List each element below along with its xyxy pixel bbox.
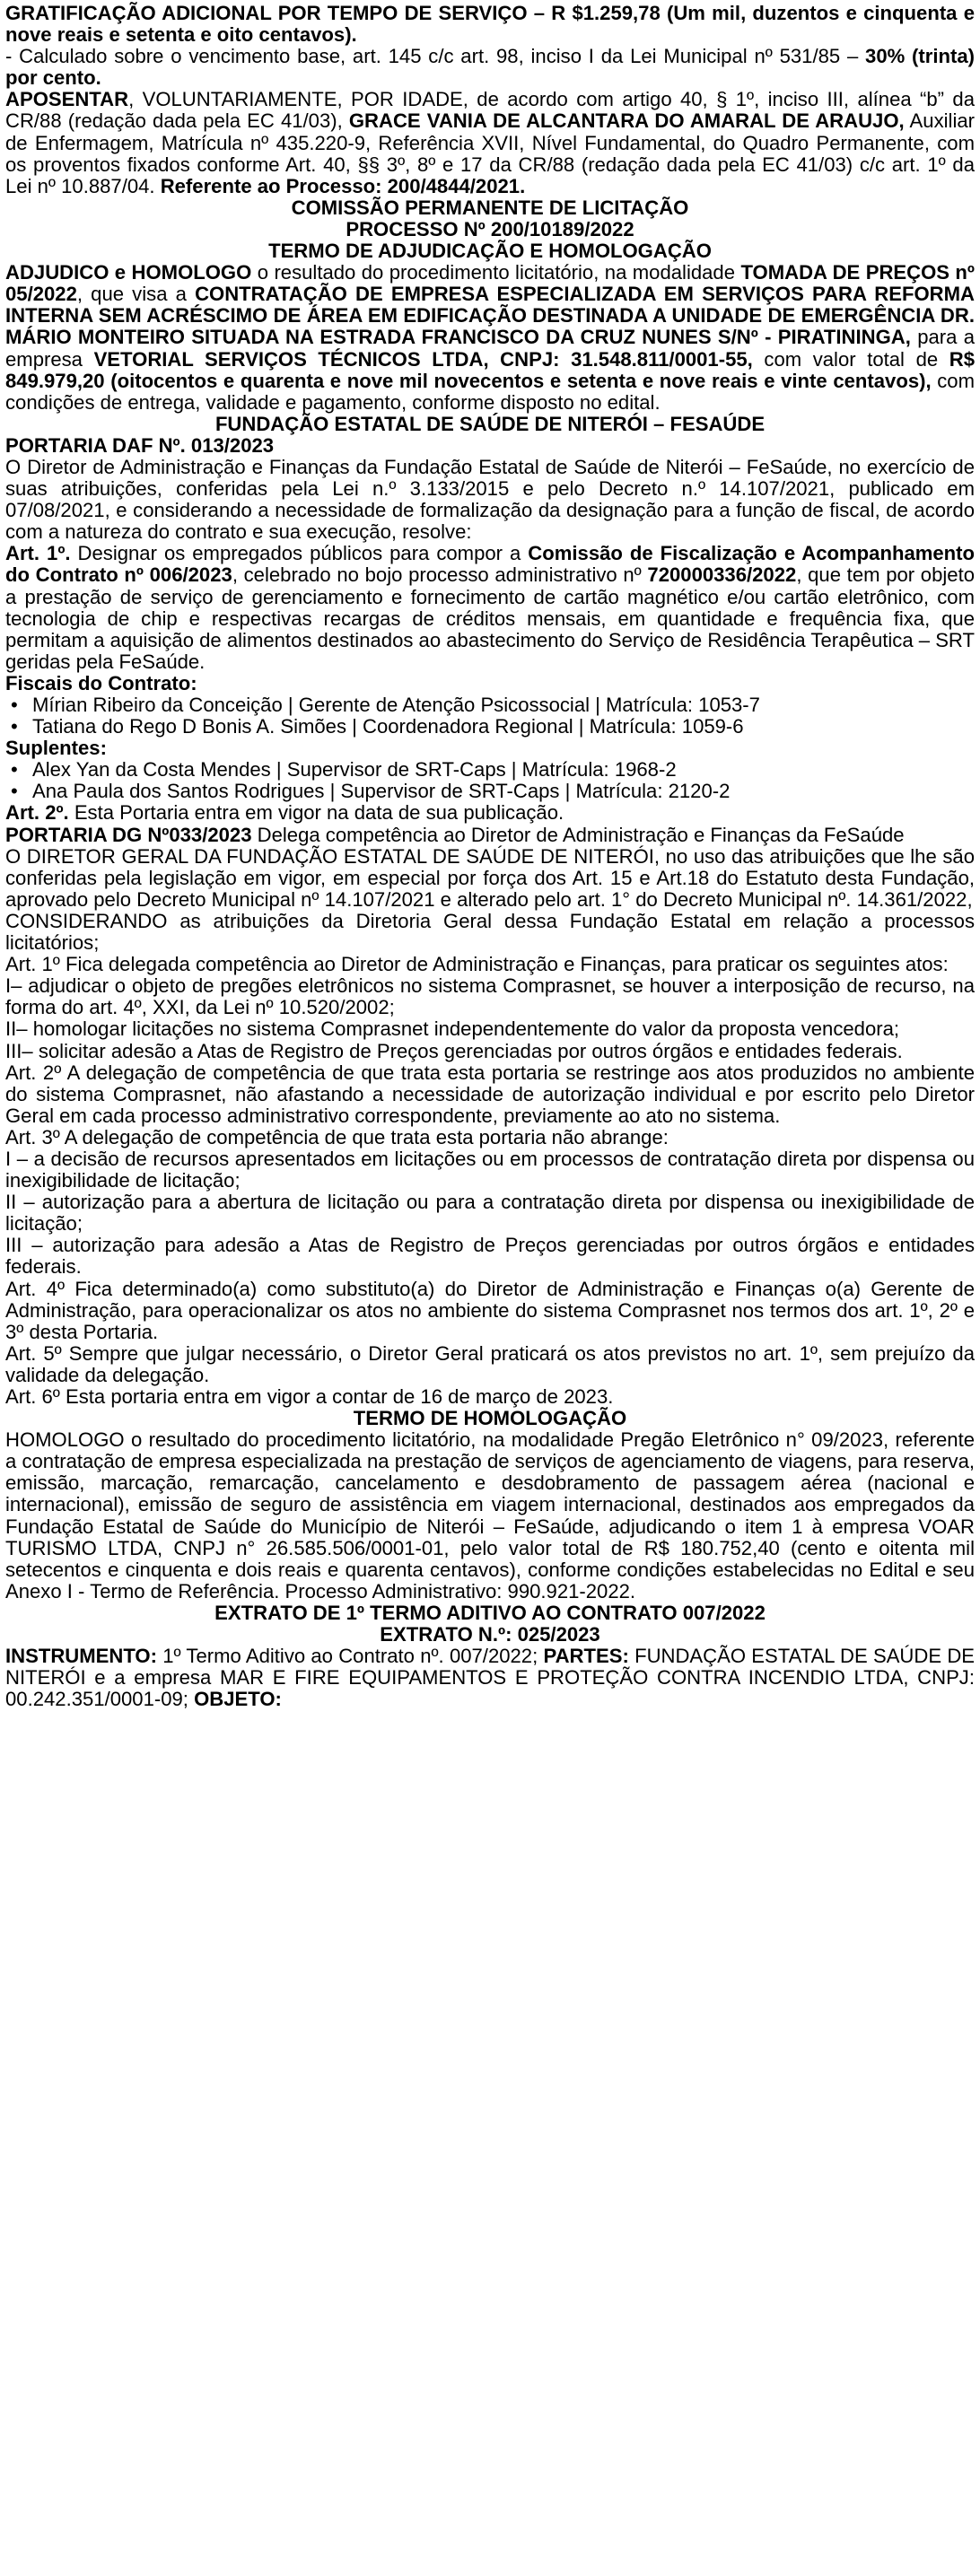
paragraph (5, 1235, 975, 1278)
paragraph (5, 738, 975, 759)
section-heading (5, 219, 975, 240)
text-run: - Calculado sobre o vencimento base, art. 145 c/c art. 98, inciso I da Lei Municipal nº 531/85 – (5, 45, 866, 68)
text-run: Art. 6º Esta portaria entra em vigor a contar de 16 de março de 2023. (5, 1385, 614, 1408)
text-run: Art. 4º Fica determinado(a) como substituto(a) do Diretor de Administração e Finanças o(a) Gerente de Administração, para operacionalizar os atos no ambiente do sistema Comprasnet nos termos dos art. 1º, 2º e 3º desta Portaria. (5, 1277, 975, 1343)
text-run: , que tem por objeto a prestação de serviço de gerenciamento e fornecimento de cartão magnético e/ou cartão eletrônico, com tecnologia de chip e respectivas recargas de créditos mensais, em quantidade e frequência fixa, que permitam a aquisição de alimentos destinados ao abastecimento do Serviço de Residência Terapêutica – SRT geridas pela FeSaúde. (5, 563, 976, 673)
bold-text: CONTRATAÇÃO DE EMPRESA ESPECIALIZADA EM SERVIÇOS PARA REFORMA INTERNA SEM ACRÉSCIMO DE ÁREA EM EDIFICAÇÃO DESTINADA A UNIDADE DE EMERGÊNCIA DR. MÁRIO MONTEIRO SITUADA NA ESTRADA FRANCISCO DA CRUZ NUNES S/Nº - PIRATININGA, (5, 283, 975, 349)
list-item: • Ana Paula dos Santos Rodrigues | Supervisor de SRT-Caps | Matrícula: 2120-2 (5, 781, 975, 802)
text-run: TERMO DE ADJUDICAÇÃO E HOMOLOGAÇÃO (268, 240, 712, 263)
text-run: II– homologar licitações no sistema Comprasnet independentemente do valor da proposta vencedora; (5, 1017, 900, 1041)
paragraph (5, 1041, 975, 1062)
text-run: Art. 5º Sempre que julgar necessário, o Diretor Geral praticará os atos previstos no art. 1º, sem prejuízo da validade da delegação. (5, 1341, 975, 1386)
bold-text: 720000336/2022 (647, 563, 797, 587)
text-run: FUNDAÇÃO ESTATAL DE SAÚDE DE NITERÓI – FESAÚDE (214, 412, 766, 435)
paragraph (5, 954, 975, 975)
text-run: I– adjudicar o objeto de pregões eletrônicos no sistema Comprasnet, se houver a interposição de recurso, na forma do art. 4º, XXI, da Lei nº 10.520/2002; (5, 974, 975, 1019)
text-run: , celebrado no bojo processo administrativo nº (232, 563, 648, 587)
paragraph (5, 911, 975, 954)
paragraph (5, 1062, 975, 1127)
bold-text: 30% (trinta) por cento. (5, 45, 975, 90)
text-run: o resultado do procedimento licitatório, na modalidade (251, 261, 741, 284)
paragraph (5, 46, 975, 89)
text-run: III – autorização para adesão a Atas de Registro de Preços gerenciadas por outros órgãos e entidades federais. (5, 1234, 975, 1279)
paragraph (5, 3, 975, 46)
paragraph (5, 89, 975, 196)
text-run: III– solicitar adesão a Atas de Registro de Preços gerenciadas por outros órgãos e entidades federais. (5, 1039, 903, 1062)
text-run: , que visa a (76, 283, 196, 306)
section-heading (5, 1624, 975, 1646)
text-run: HOMOLOGO o resultado do procedimento licitatório, na modalidade Pregão Eletrônico n° 09/2023, referente a contratação de empresa especializada na prestação de serviços de agenciamento de viagens, para reserva, emissão, marcação, remarcação, cancelamento e desdobramento de passagem aérea (nacional e internacional), emissão de seguro de assistência em viagem internacional, destinados aos empregados da Fundação Estatal de Saúde do Município de Niterói – FeSaúde, adjudicando o item 1 à empresa VOAR TURISMO LTDA, CNPJ n° 26.585.506/0001-01, pelo valor total de R$ 180.752,40 (cento e oitenta mil setecentos e cinquenta e dois reais e quarenta centavos), conforme condições estabelecidas no Edital e seu Anexo I - Termo de Referência. Processo Administrativo: 990.921-2022. (5, 1428, 975, 1602)
paragraph (5, 457, 975, 543)
list-item: • Mírian Ribeiro da Conceição | Gerente de Atenção Psicossocial | Matrícula: 1053-7 (5, 694, 975, 716)
paragraph (5, 975, 975, 1018)
paragraph (5, 1279, 975, 1343)
paragraph (5, 825, 975, 846)
bullet-list (5, 694, 975, 738)
text-run: , VOLUNTARIAMENTE, POR IDADE, de acordo com artigo 40, § 1º, inciso III, alínea “b” da CR/88 (redação dada pela EC 41/03), (5, 88, 975, 133)
bold-text: PARTES: (543, 1645, 629, 1668)
text-run: COMISSÃO PERMANENTE DE LICITAÇÃO (291, 196, 689, 219)
bold-text: Art. 1º. (5, 542, 71, 565)
bold-text: R$ 849.979,20 (oitocentos e quarenta e nove mil novecentos e setenta e nove reais e vinte centavos), (5, 347, 975, 392)
paragraph (5, 262, 975, 414)
paragraph (5, 846, 975, 911)
paragraph (5, 1429, 975, 1602)
paragraph (5, 543, 975, 673)
text-run: com valor total de (752, 347, 949, 371)
bold-text: PORTARIA DG Nº033/2023 (5, 823, 252, 846)
text-run: O Diretor de Administração e Finanças da Fundação Estatal de Saúde de Niterói – FeSaúde, no exercício de suas atribuições, conferidas pela Lei n.º 3.133/2015 e pelo Decreto n.º 14.107/2021, publicado em 07/08/2021, e considerando a necessidade de formalização da designação para a função de fiscal, de acordo com a natureza do contrato e sua execução, resolve: (5, 455, 975, 544)
paragraph (5, 1386, 975, 1408)
text-run: FUNDAÇÃO ESTATAL DE SAÚDE DE NITERÓI e a empresa MAR E FIRE EQUIPAMENTOS E PROTEÇÃO CONTRA INCENDIO LTDA, CNPJ: 00.242.351/0001-09; (5, 1645, 976, 1711)
text-run: TERMO DE HOMOLOGAÇÃO (353, 1407, 627, 1430)
paragraph (5, 1127, 975, 1148)
text-run: EXTRATO N.º: 025/2023 (380, 1623, 600, 1646)
section-heading (5, 1602, 975, 1624)
text-run: 1º Termo Aditivo ao Contrato nº. 007/2022; (156, 1645, 544, 1668)
bold-text: TOMADA DE PREÇOS nº 05/2022 (5, 261, 975, 306)
paragraph (5, 1192, 975, 1235)
list-item: • Tatiana do Rego D Bonis A. Simões | Coordenadora Regional | Matrícula: 1059-6 (5, 716, 975, 738)
section-heading (5, 197, 975, 219)
bullet-list (5, 759, 975, 802)
text-run: Art. 2º A delegação de competência de que trata esta portaria se restringe aos atos produzidos no ambiente do sistema Comprasnet, não afastando a necessidade de autorização individual e por escrito pelo Diretor Geral em cada processo administrativo correspondente, previamente ao ato no sistema. (5, 1061, 975, 1127)
text-run: II – autorização para a abertura de licitação ou para a contratação direta por dispensa ou inexigibilidade de licitação; (5, 1191, 975, 1236)
bold-text: VETORIAL SERVIÇOS TÉCNICOS LTDA, CNPJ: 31.548.811/0001-55, (93, 347, 753, 371)
text-run: EXTRATO DE 1º TERMO ADITIVO AO CONTRATO 007/2022 (214, 1601, 766, 1624)
bold-text: Referente ao Processo: 200/4844/2021. (160, 174, 526, 197)
text-run: Esta Portaria entra em vigor na data de sua publicação. (68, 801, 564, 825)
bold-text: ADJUDICO e HOMOLOGO (5, 261, 252, 284)
text-run: com condições de entrega, validade e pagamento, conforme disposto no edital. (5, 369, 975, 414)
bold-text: Art. 2º. (5, 801, 69, 825)
bold-text: Comissão de Fiscalização e Acompanhamento do Contrato nº 006/2023 (5, 542, 976, 587)
text-run: PROCESSO Nº 200/10189/2022 (346, 217, 634, 240)
text-run: Art. 1º Fica delegada competência ao Diretor de Administração e Finanças, para praticar os seguintes atos: (5, 953, 949, 976)
text-run: I – a decisão de recursos apresentados em licitações ou em processos de contratação direta por dispensa ou inexigibilidade de licitação; (5, 1147, 975, 1192)
bold-text: GRATIFICAÇÃO ADICIONAL POR TEMPO DE SERVIÇO – R $1.259,78 (Um mil, duzentos e cinquenta e nove reais e setenta e oito centavos). (5, 2, 975, 47)
paragraph (5, 1646, 975, 1710)
bold-text: INSTRUMENTO: (5, 1645, 157, 1668)
bold-text: OBJETO: (194, 1688, 282, 1711)
bold-text: PORTARIA DAF Nº. 013/2023 (5, 433, 275, 457)
section-heading (5, 240, 975, 262)
text-run: para a empresa (5, 326, 975, 371)
text-run: Designar os empregados públicos para compor a (70, 542, 529, 565)
bold-text: GRACE VANIA DE ALCANTARA DO AMARAL DE ARAUJO, (348, 109, 905, 133)
text-run: Delega competência ao Diretor de Administração e Finanças da FeSaúde (251, 823, 905, 846)
text-run: Art. 3º A delegação de competência de que trata esta portaria não abrange: (5, 1125, 669, 1148)
paragraph (5, 1343, 975, 1386)
paragraph (5, 673, 975, 694)
paragraph (5, 1148, 975, 1192)
section-heading (5, 414, 975, 435)
bold-text: Suplentes: (5, 737, 107, 760)
text-run: O DIRETOR GERAL DA FUNDAÇÃO ESTATAL DE SAÚDE DE NITERÓI, no uso das atribuições que lhe são conferidas pela legislação em vigor, em especial por força dos Art. 15 e Art.18 do Estatuto desta Fundação, aprovado pelo Decreto Municipal nº 14.107/2021 e alterado pelo art. 1° do Decreto Municipal nº. 14.361/2022, (5, 844, 975, 911)
bold-text: Fiscais do Contrato: (5, 671, 197, 694)
section-heading (5, 1408, 975, 1429)
paragraph (5, 435, 975, 457)
paragraph (5, 802, 975, 824)
paragraph (5, 1018, 975, 1040)
text-run: Auxiliar de Enfermagem, Matrícula nº 435.220-9, Referência XVII, Nível Fundamental, do Quadro Permanente, com os proventos fixados conforme Art. 40, §§ 3º, 8º e 17 da CR/88 (redação dada pela EC 41/03) c/c art. 1º da Lei nº 10.887/04. (5, 109, 975, 197)
list-item: • Alex Yan da Costa Mendes | Supervisor de SRT-Caps | Matrícula: 1968-2 (5, 759, 975, 781)
text-run: CONSIDERANDO as atribuições da Diretoria Geral dessa Fundação Estatal em relação a processos licitatórios; (5, 909, 975, 955)
bold-text: APOSENTAR (5, 88, 129, 111)
